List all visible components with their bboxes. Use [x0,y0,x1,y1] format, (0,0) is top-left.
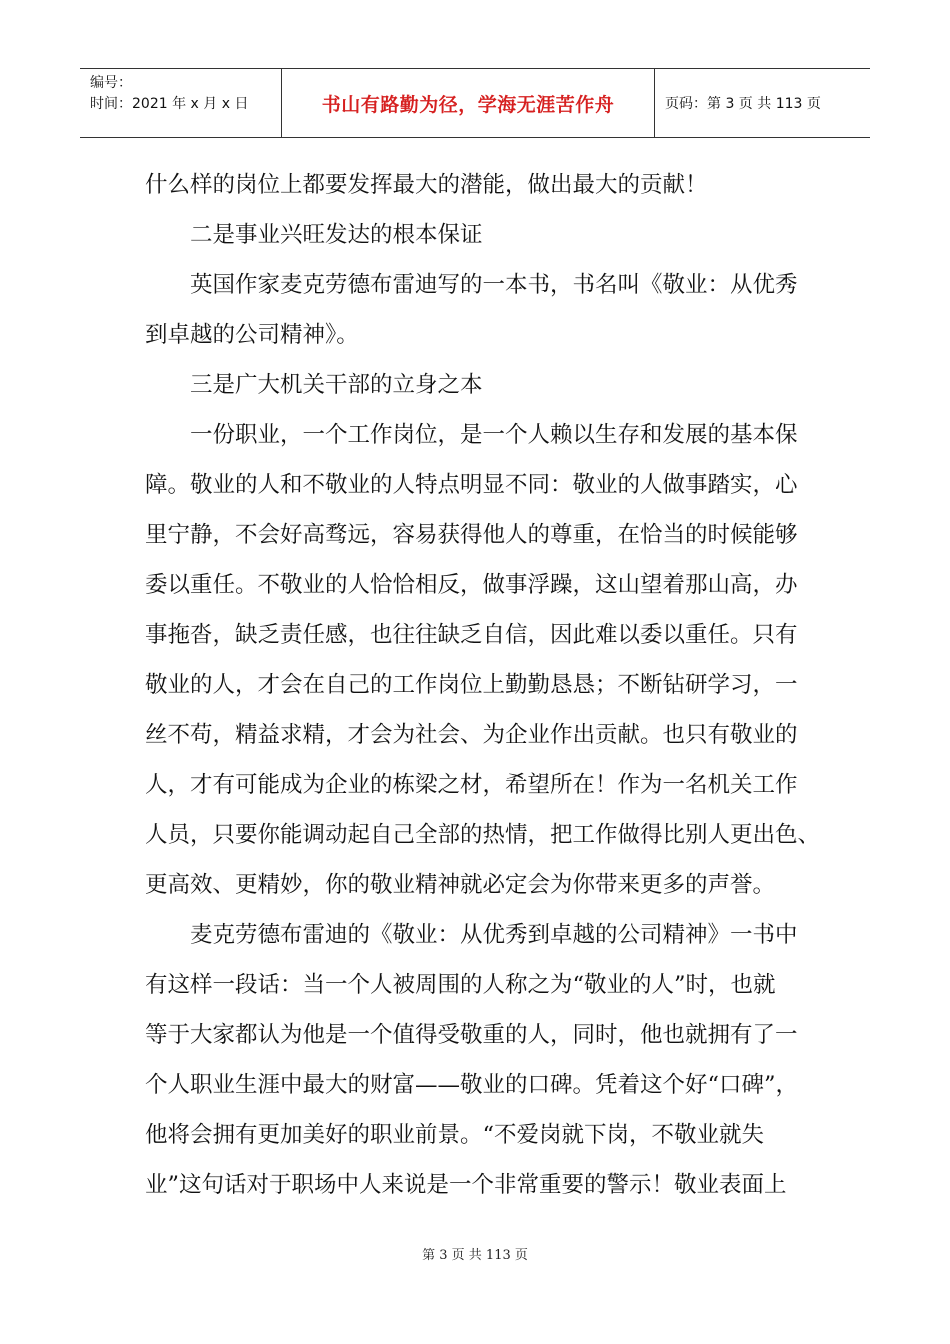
header-page-info: 页码：第 3 页 共 113 页 [665,96,821,112]
section-heading: 二是事业兴旺发达的根本保证 [145,222,483,248]
text-line: 障。敬业的人和不敬业的人特点明显不同：敬业的人做事踏实，心 [145,472,798,498]
page-footer: 第 3 页 共 113 页 [422,1248,528,1263]
header-motto-cell [282,69,655,137]
text-line: 丝不苟，精益求精，才会为社会、为企业作出贡献。也只有敬业的 [145,722,798,748]
text-line: 什么样的岗位上都要发挥最大的潜能，做出最大的贡献！ [145,172,708,198]
text-line: 一份职业，一个工作岗位，是一个人赖以生存和发展的基本保 [145,422,798,448]
text-line: 个人职业生涯中最大的财富——敬业的口碑。凭着这个好“口碑”， [145,1072,799,1098]
document-number-label: 编号： [90,75,132,91]
section-heading: 三是广大机关干部的立身之本 [145,372,483,398]
header-motto: 书山有路勤为径，学海无涯苦作舟 [321,93,615,116]
text-line: 事拖沓，缺乏责任感，也往往缺乏自信，因此难以委以重任。只有 [145,622,798,648]
header-meta-cell [80,69,282,137]
text-line: 等于大家都认为他是一个值得受敬重的人，同时，他也就拥有了一 [145,1022,798,1048]
text-line: 人，才有可能成为企业的栋梁之材，希望所在！作为一名机关工作 [145,772,798,798]
document-body [145,160,821,1210]
document-date-label: 时间：2021 年 x 月 x 日 [90,96,249,112]
text-line: 更高效、更精妙，你的敬业精神就必定会为你带来更多的声誉。 [145,872,776,898]
text-line: 敬业的人，才会在自己的工作岗位上勤勤恳恳；不断钻研学习，一 [145,672,798,698]
page-header [80,68,870,138]
text-line: 里宁静，不会好高骛远，容易获得他人的尊重，在恰当的时候能够 [145,522,798,548]
text-line: 麦克劳德布雷迪的《敬业：从优秀到卓越的公司精神》一书中 [145,922,798,948]
text-line: 英国作家麦克劳德布雷迪写的一本书，书名叫《敬业：从优秀 [145,272,798,298]
text-line: 到卓越的公司精神》。 [145,322,359,348]
text-line: 委以重任。不敬业的人恰恰相反，做事浮躁，这山望着那山高，办 [145,572,798,598]
text-line: 他将会拥有更加美好的职业前景。“不爱岗就下岗，不敬业就失 [145,1122,765,1148]
text-line: 业”这句话对于职场中人来说是一个非常重要的警示！敬业表面上 [145,1172,787,1198]
header-page-cell [655,69,870,137]
text-line: 有这样一段话：当一个人被周围的人称之为“敬业的人”时，也就 [145,972,776,998]
text-line: 人员，只要你能调动起自己全部的热情，把工作做得比别人更出色、 [145,822,821,848]
